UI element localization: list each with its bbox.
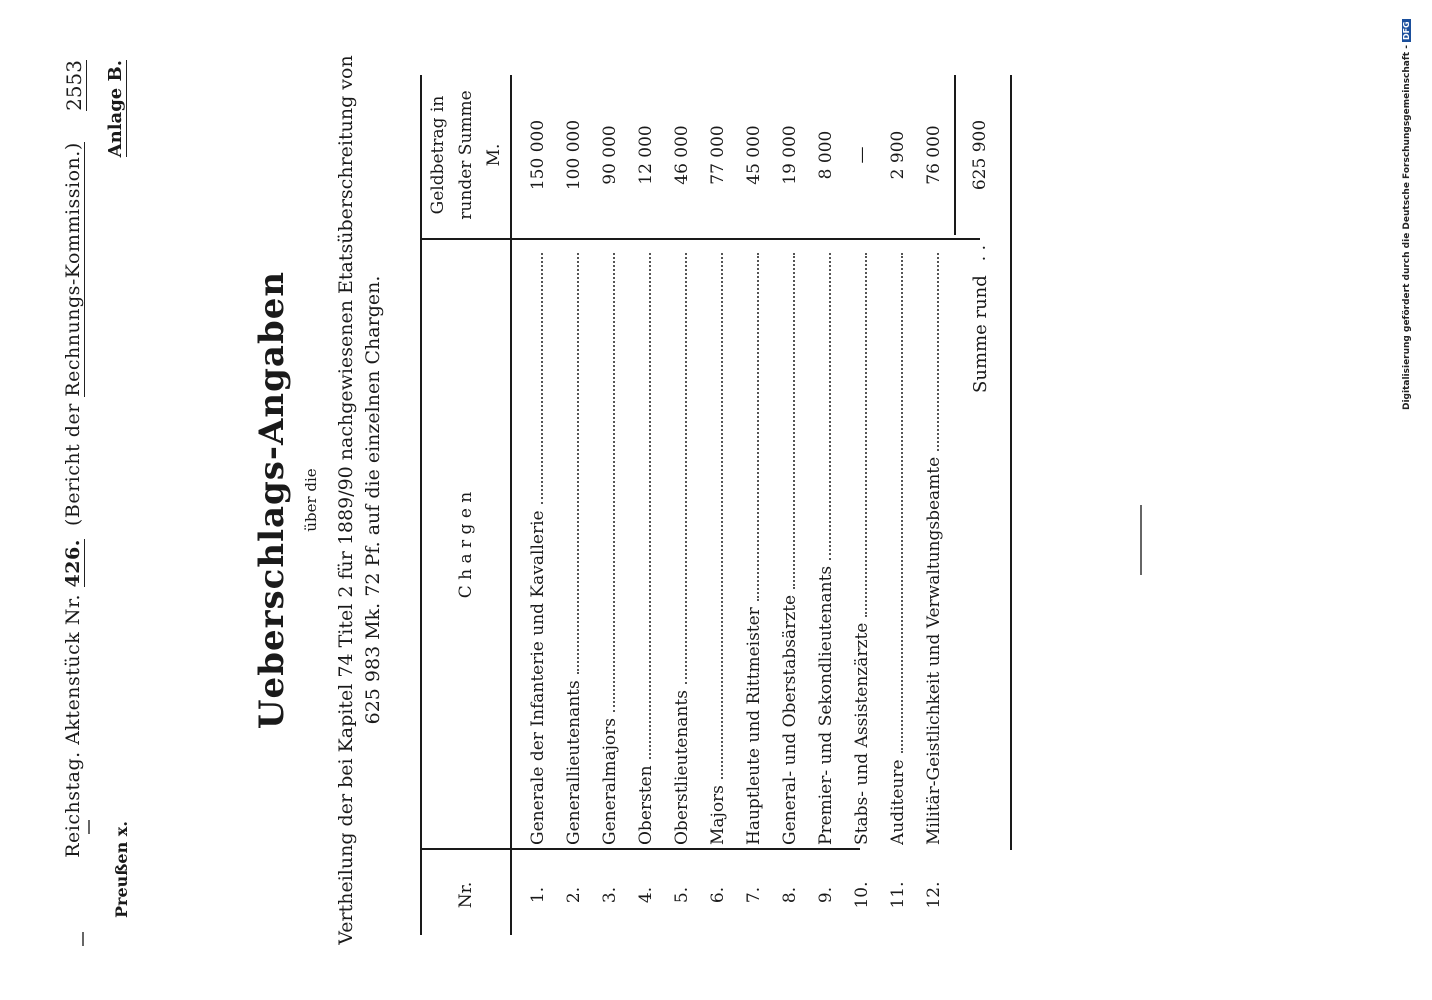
- row-name-cell: [628, 245, 664, 845]
- table-row: [592, 75, 628, 935]
- table-row: [700, 75, 736, 935]
- row-name: Generalmajors: [600, 712, 620, 845]
- source-prefix: Reichstag. Aktenstück Nr.: [62, 593, 84, 858]
- table-row: [556, 75, 592, 935]
- row-nr: 12.: [924, 881, 944, 909]
- row-name-cell: [700, 245, 736, 845]
- dfg-logo-badge: DFG: [1402, 21, 1411, 41]
- row-nr: 4.: [636, 886, 656, 904]
- row-name-cell: [808, 245, 844, 845]
- row-amount: 100 000: [564, 119, 584, 191]
- row-amount: 90 000: [600, 125, 620, 185]
- leader-dots: [685, 253, 687, 684]
- row-name: General- und Oberstabsärzte: [780, 589, 800, 845]
- intro-line-1: Vertheilung der bei Kapitel 74 Titel 2 für 1889/90 nachgewiesenen Etatsüberschreitung von: [335, 55, 357, 945]
- subtitle: über die: [302, 468, 320, 532]
- row-amount: 46 000: [672, 125, 692, 185]
- sum-value: 625 900: [970, 119, 990, 191]
- row-name-cell: [664, 245, 700, 845]
- table-row: [772, 75, 808, 935]
- table-row: [916, 75, 952, 935]
- leader-dots: [613, 253, 615, 712]
- table-row: [736, 75, 772, 935]
- sum-row: [962, 75, 998, 935]
- header-charges: C h a r g e n: [456, 491, 476, 599]
- table-header-rule: [510, 75, 512, 935]
- row-name: Auditeure: [888, 753, 908, 845]
- row-nr: 11.: [888, 881, 908, 909]
- commission-name: Rechnungs-Kommission.): [62, 142, 84, 397]
- row-name: Generallieutenants: [564, 674, 584, 845]
- row-name: Majors: [708, 779, 728, 845]
- digitization-note: [1402, 0, 1412, 410]
- row-name-cell: [556, 245, 592, 845]
- row-name: Premier- und Sekondlieutenants: [816, 560, 836, 845]
- row-amount: —: [852, 146, 872, 164]
- leader-dots: [541, 253, 543, 504]
- header-currency: M.: [484, 143, 504, 167]
- leader-dots: [649, 253, 651, 759]
- document-number: 426.: [62, 539, 84, 588]
- intro-line-2: 625 983 Mk. 72 Pf. auf die einzelnen Chargen.: [362, 275, 384, 725]
- row-name: Stabs- und Assistenzärzte: [852, 617, 872, 845]
- leader-dots: [865, 253, 867, 617]
- row-amount: 12 000: [636, 125, 656, 185]
- row-amount: 150 000: [528, 119, 548, 191]
- row-name-cell: [736, 245, 772, 845]
- row-amount: 45 000: [744, 125, 764, 185]
- row-name-cell: [880, 245, 916, 845]
- row-amount: 8 000: [816, 130, 836, 180]
- country-label: Preußen x.: [112, 821, 131, 918]
- header-amount: [430, 75, 502, 235]
- table-top-rule: [420, 75, 422, 935]
- table-row: [808, 75, 844, 935]
- scan-artifact-mark: [88, 820, 90, 834]
- table-row: [628, 75, 664, 935]
- row-nr: 6.: [708, 886, 728, 904]
- leader-dots: [577, 253, 579, 674]
- document-source-line: [62, 90, 84, 910]
- leader-dots: [937, 253, 939, 451]
- row-name: Oberstlieutenants: [672, 684, 692, 845]
- row-name-cell: [916, 245, 952, 845]
- row-nr: 10.: [852, 881, 872, 909]
- row-name-cell: [592, 245, 628, 845]
- annex-label: Anlage B.: [105, 60, 126, 158]
- sum-rule: [954, 75, 956, 235]
- sum-leader-dots: . .: [970, 245, 990, 262]
- row-name: Militär-Geistlichkeit und Verwaltungsbeamte: [924, 451, 944, 845]
- page-number: 2553: [62, 60, 86, 111]
- leader-dots: [829, 253, 831, 560]
- table-row: [664, 75, 700, 935]
- row-name-cell: [844, 245, 880, 845]
- row-nr: 5.: [672, 886, 692, 904]
- leader-dots: [901, 253, 903, 753]
- row-nr: 8.: [780, 886, 800, 904]
- table-header: [430, 75, 502, 935]
- row-name-cell: [520, 245, 556, 845]
- scan-artifact-mark: [1140, 505, 1142, 575]
- row-nr: 7.: [744, 886, 764, 904]
- table-row: [880, 75, 916, 935]
- leader-dots: [793, 253, 795, 589]
- source-suffix: (Bericht der: [62, 403, 84, 527]
- row-amount: 76 000: [924, 125, 944, 185]
- header-nr: Nr.: [456, 881, 476, 909]
- row-amount: 77 000: [708, 125, 728, 185]
- row-name-cell: [772, 245, 808, 845]
- row-amount: 19 000: [780, 125, 800, 185]
- header-amount-line2: runder Summe: [456, 90, 476, 220]
- row-nr: 2.: [564, 886, 584, 904]
- row-name: Obersten: [636, 759, 656, 845]
- sum-label-cell: [962, 225, 998, 845]
- digitization-text: Digitalisierung gefördert durch die Deutsche Forschungsgemeinschaft -: [1402, 45, 1412, 410]
- sum-label: Summe rund: [969, 275, 991, 393]
- row-name: Generale der Infanterie und Kavallerie: [528, 504, 548, 845]
- table-row: [520, 75, 556, 935]
- scan-artifact-mark: [82, 932, 84, 946]
- charges-table: [420, 75, 1120, 935]
- header-amount-line1: Geldbetrag in: [428, 95, 448, 215]
- row-nr: 9.: [816, 886, 836, 904]
- leader-dots: [721, 253, 723, 779]
- row-name: Hauptleute und Rittmeister: [744, 601, 764, 845]
- table-bottom-rule: [1010, 75, 1012, 850]
- leader-dots: [757, 253, 759, 601]
- row-amount: 2 900: [888, 130, 908, 180]
- row-nr: 1.: [528, 886, 548, 904]
- main-title: Ueberschlags-Angaben: [252, 270, 292, 730]
- table-row: [844, 75, 880, 935]
- row-nr: 3.: [600, 886, 620, 904]
